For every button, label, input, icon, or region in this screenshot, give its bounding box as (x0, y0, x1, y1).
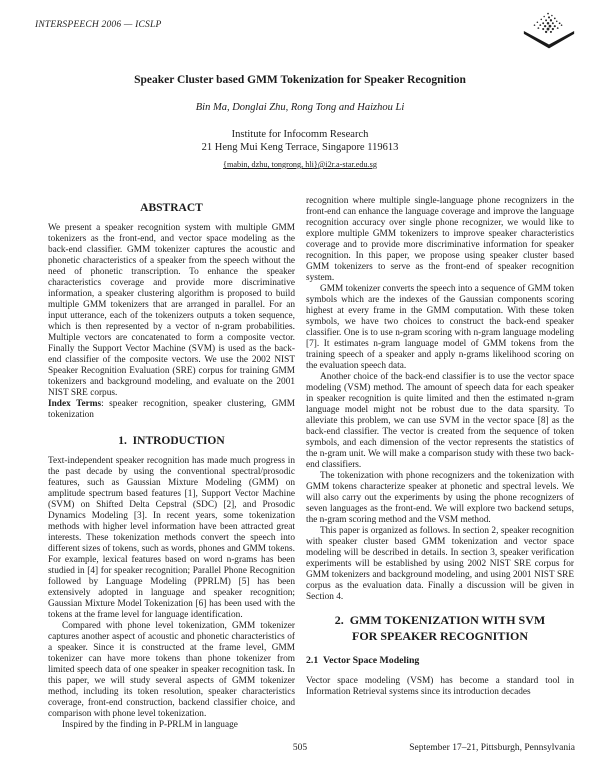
index-terms-text: : speaker recognition, speaker clustering, GMM tokenization (48, 399, 295, 420)
index-terms-line (48, 399, 295, 421)
abstract-paragraph: We present a speaker recognition system with multiple GMM tokenizers as the front-end, and vector space modeling as the back-end classifier. GMM tokenizer captures the acoustic and phonetic characteristics of a speaker from the speech without the need of phonetic transcription. To enhance the speaker characteristics coverage and provide more discriminative information, a speaker clustering algorithm is proposed to build multiple GMM tokenizers that are arranged in parallel. For an input utterance, each of the tokenizers outputs a token sequence, which is then represented by a vector of n-gram probabilities. Multiple vectors are concatenated to form a composite vector. Finally the Support Vector Machine (SVM) is used as the back-end classifier of the composite vectors. We use the 2002 NIST Speaker Recognition Evaluation (SRE) corpus for training GMM tokenizers and background modeling, and evaluate on the 2001 NIST SRE corpus. (48, 223, 295, 398)
left-column (48, 196, 295, 731)
introduction-continued-paragraph: recognition where multiple single-language phone recognizers in the front-end can enhance the language coverage and improve the language recognition accuracy over single phone recognizer, we would like to explore multiple GMM tokenizers to improve speaker characteristics coverage and to provide more discriminative information for speaker recognition. In this paper, we propose using speaker cluster based GMM tokenizers to serve as the front-end of speaker recognition system. (306, 196, 574, 283)
interspeech-fountain-logo-icon (520, 7, 578, 53)
introduction-paragraph-1: Text-independent speaker recognition has made much progress in the past decade by using the conventional spectral/prosodic features, such as Gaussian Mixture Modeling (GMM) on amplitude spectrum based features [1], Support Vector Machine (SVM) on Shifted Delta Cepstral (SDC) [2], and Prosodic Dynamics Modeling [3]. In recent years, some tokenization methods with higher level information have been attracted great interests. These tokenization methods convert the speech into different sizes of tokens, such as words, phones and GMM tokens. For example, lexical features based on word n-grams has been studied in [4] for speaker recognition; Parallel Phone Recognition followed by Language Modeling (PPRLM) [5] has been extensively adopted in language and speaker recognition; Gaussian Mixture Model Tokenization [6] has been used with the tokens at the frame level for language identification. (48, 456, 295, 620)
introduction-paragraph-2: Compared with phone level tokenization, GMM tokenizer captures another aspect of acoustic and phonetic characteristics of a speaker. Since it is constructed at the frame level, GMM tokenizer can have more tokens than phone tokenizer from limited speech data of one speaker in speaker recognition task. In this paper, we will study several aspects of GMM tokenizer method, including its token resolution, speaker characteristics coverage, front-end construction, backend classifier choice, and comparison with phone level tokenization. (48, 621, 295, 719)
authors-email-link[interactable]: {mabin, dzhu, tongrong, hli}@i2r.a-star.edu.sg (223, 160, 377, 169)
affiliation-address: 21 Heng Mui Keng Terrace, Singapore 119613 (201, 142, 399, 153)
phone-recognizers-paragraph: The tokenization with phone recognizers and the tokenization with GMM tokens characterize speaker at phonetic and spectral levels. We will also carry out the experiments by using the phone recognizers of seven languages as the front-end. We will explore two backend setups, the n-gram scoring method and the VSM method. (306, 471, 574, 525)
abstract-heading: ABSTRACT (140, 202, 203, 214)
paper-organization-paragraph: This paper is organized as follows. In section 2, speaker recognition with speaker cluster based GMM tokenization and vector space modeling will be described in details. In section 3, speaker verification experiments will be established by using 2002 NIST SRE corpus for GMM tokenizers and background modeling, and using 2001 NIST SRE corpus as the evaluation data. Finally a discussion will be given in Section 4. (306, 526, 574, 602)
paper-title: Speaker Cluster based GMM Tokenization for Speaker Recognition (134, 74, 466, 86)
paper-authors: Bin Ma, Donglai Zhu, Rong Tong and Haizhou Li (195, 102, 405, 113)
gmm-tokenizer-paragraph: GMM tokenizer converts the speech into a sequence of GMM token symbols which are the indexes of the Gaussian components scoring highest at every frame in the GMM computation. With these token symbols, we have two choices to construct the back-end speaker classifier. One is to use n-gram scoring with n-gram language modeling [7]. It estimates n-gram language model of GMM tokens from the training speech of a speaker and apply n-grams likelihood scoring on the evaluation speech data. (306, 284, 574, 371)
title-block (0, 74, 600, 172)
index-terms-label: Index Terms (48, 399, 102, 409)
vsm-choice-paragraph: Another choice of the back-end classifier is to use the vector space modeling (VSM) method. The amount of speech data for each speaker in speaker recognition is quite limited and then the estimated n-gram language model might not be robust due to the data sparsity. To alleviate this problem, we can use SVM in the vector space [8] as the back-end classifier. The vector is created from the sequence of token symbols, and each dimension of the vector represents the statistics of the n-gram unit. We will make a comparison study with these two back-end classifiers. (306, 372, 574, 470)
section2-heading: 2. GMM TOKENIZATION WITH SVM FOR SPEAKER RECOGNITION (334, 613, 546, 643)
right-column (306, 196, 574, 698)
footer-date-location: September 17–21, Pittsburgh, Pennsylvania (409, 743, 575, 753)
conference-header: INTERSPEECH 2006 — ICSLP (35, 20, 162, 30)
page-number: 505 (292, 743, 308, 753)
introduction-heading: 1. INTRODUCTION (118, 435, 225, 447)
affiliation: Institute for Infocomm Research (231, 129, 369, 140)
introduction-paragraph-3: Inspired by the finding in P-PRLM in language (62, 720, 238, 730)
section2-1-subheading: 2.1 Vector Space Modeling (306, 655, 420, 666)
vsm-intro-paragraph: Vector space modeling (VSM) has become a standard tool in Information Retrieval systems since its introduction decades (306, 676, 574, 697)
